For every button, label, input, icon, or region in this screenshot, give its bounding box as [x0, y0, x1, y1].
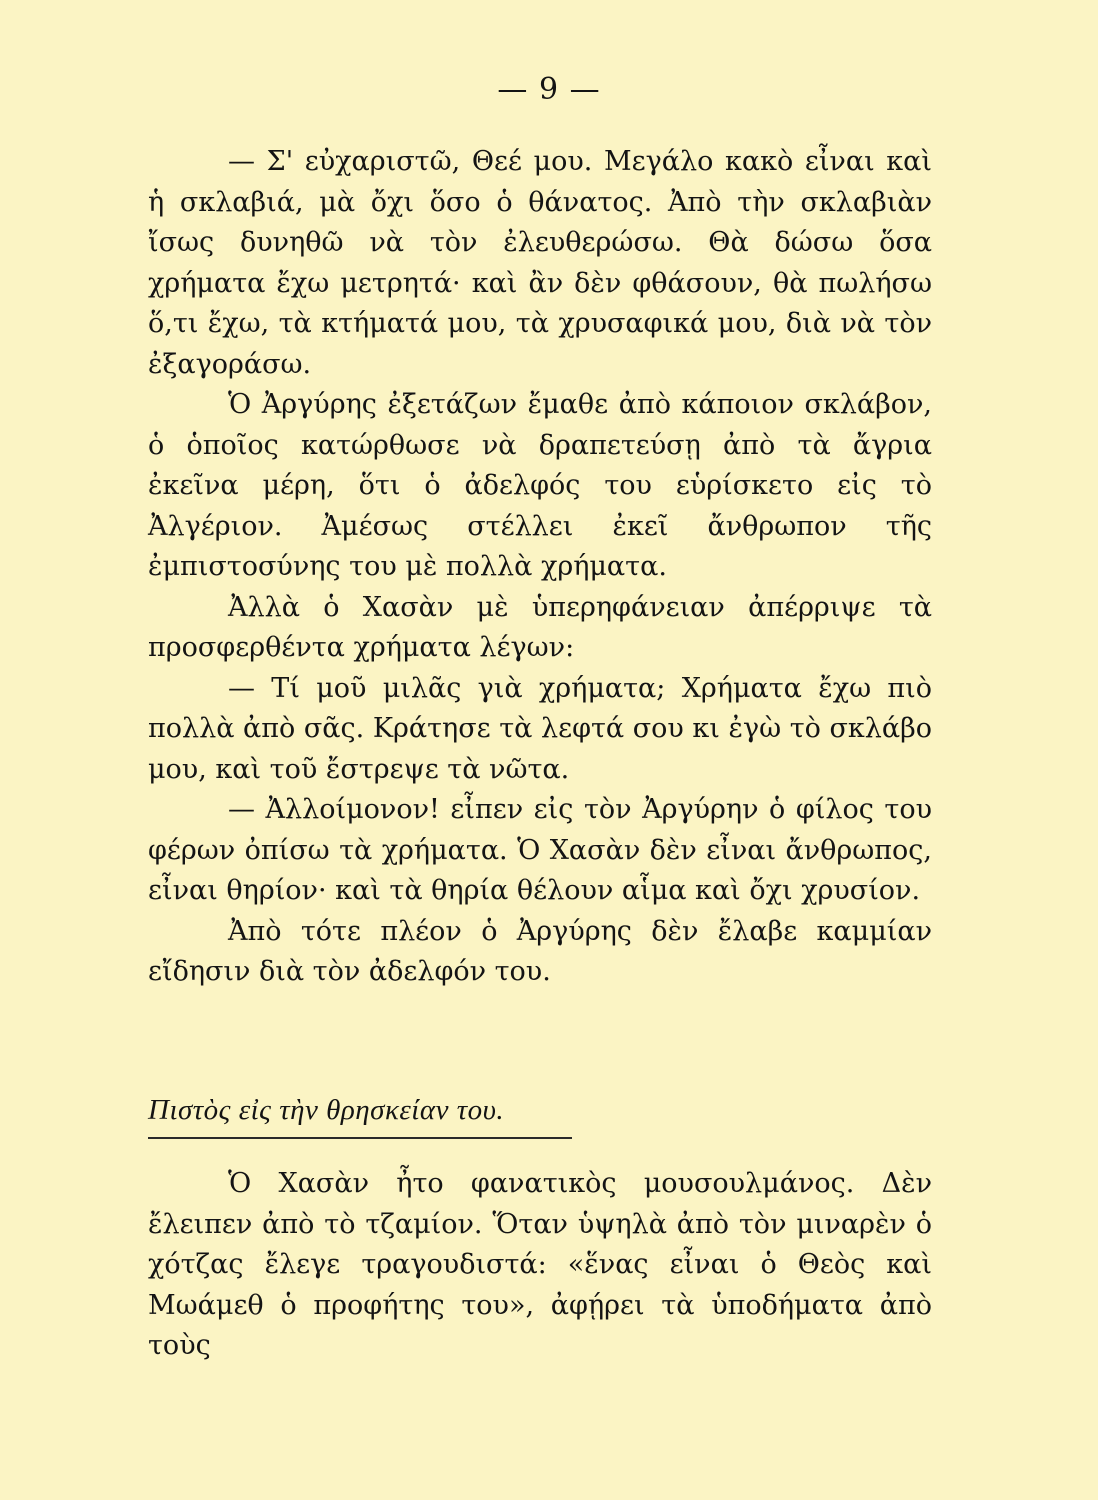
paragraph: — Σ' εὐχαριστῶ, Θεέ μου. Μεγάλο κακὸ εἶναι καὶ ἡ σκλαβιά, μὰ ὄχι ὅσο ὁ θάνατος. Ἀπὸ τὴν σκλαβιὰν ἴσως δυνηθῶ νὰ τὸν ἐλευθερώσω. Θὰ δώσω ὅσα χρήματα ἔχω μετρητά· καὶ ἂν δὲν φθάσουν, θὰ πωλήσω ὅ,τι ἔχω, τὰ κτήματά μου, τὰ χρυσαφικά μου, διὰ νὰ τὸν ἐξαγοράσω. [148, 146, 932, 380]
paragraph: — Ἀλλοίμονον! εἶπεν εἰς τὸν Ἀργύρην ὁ φίλος του φέρων ὀπίσω τὰ χρήματα. Ὁ Χασὰν δὲν εἶναι ἄνθρωπος, εἶναι θηρίον· καὶ τὰ θηρία θέλουν αἷμα καὶ ὄχι χρυσίον. [148, 794, 932, 906]
paragraph: — Τί μοῦ μιλᾶς γιὰ χρήματα; Χρήματα ἔχω πιὸ πολλὰ ἀπὸ σᾶς. Κράτησε τὰ λεφτά σου κι ἐγὼ τὸ σκλάβο μου, καὶ τοῦ ἔστρεψε τὰ νῶτα. [148, 672, 932, 785]
paragraph: Ὁ Ἀργύρης ἐξετάζων ἔμαθε ἀπὸ κάποιον σκλάβον, ὁ ὁποῖος κατώρθωσε νὰ δραπετεύσῃ ἀπὸ τὰ ἄγρια ἐκεῖνα μέρη, ὅτι ὁ ἀδελφός του εὑρίσκετο εἰς τὸ Ἀλγέριον. Ἀμέσως στέλλει ἐκεῖ ἄνθρωπον τῆς ἐμπιστοσύνης του μὲ πολλὰ χρήματα. [148, 389, 932, 582]
paragraph: Ἀλλὰ ὁ Χασὰν μὲ ὑπερηφάνειαν ἀπέρριψε τὰ προσφερθέντα χρήματα λέγων: [148, 591, 932, 663]
paragraph: Ὁ Χασὰν ἦτο φανατικὸς μουσουλμάνος. Δὲν ἔλειπεν ἀπὸ τὸ τζαμίον. Ὅταν ὑψηλὰ ἀπὸ τὸν μιναρὲν ὁ χότζας ἔλεγε τραγουδιστά: «ἕνας εἶναι ὁ Θεὸς καὶ Μωάμεθ ὁ προφήτης του», ἀφῄρει τὰ ὑποδήματα ἀπὸ τοὺς [148, 1168, 932, 1361]
page-number: — 9 — [497, 72, 601, 107]
section-body-text [148, 1164, 932, 1367]
paragraph: Ἀπὸ τότε πλέον ὁ Ἀργύρης δὲν ἔλαβε καμμίαν εἴδησιν διὰ τὸν ἀδελφόν του. [148, 915, 932, 987]
body-text [148, 142, 932, 993]
section-heading: Πιστὸς εἰς τὴν θρησκείαν του. [148, 1094, 505, 1126]
heading-underline [148, 1137, 572, 1139]
